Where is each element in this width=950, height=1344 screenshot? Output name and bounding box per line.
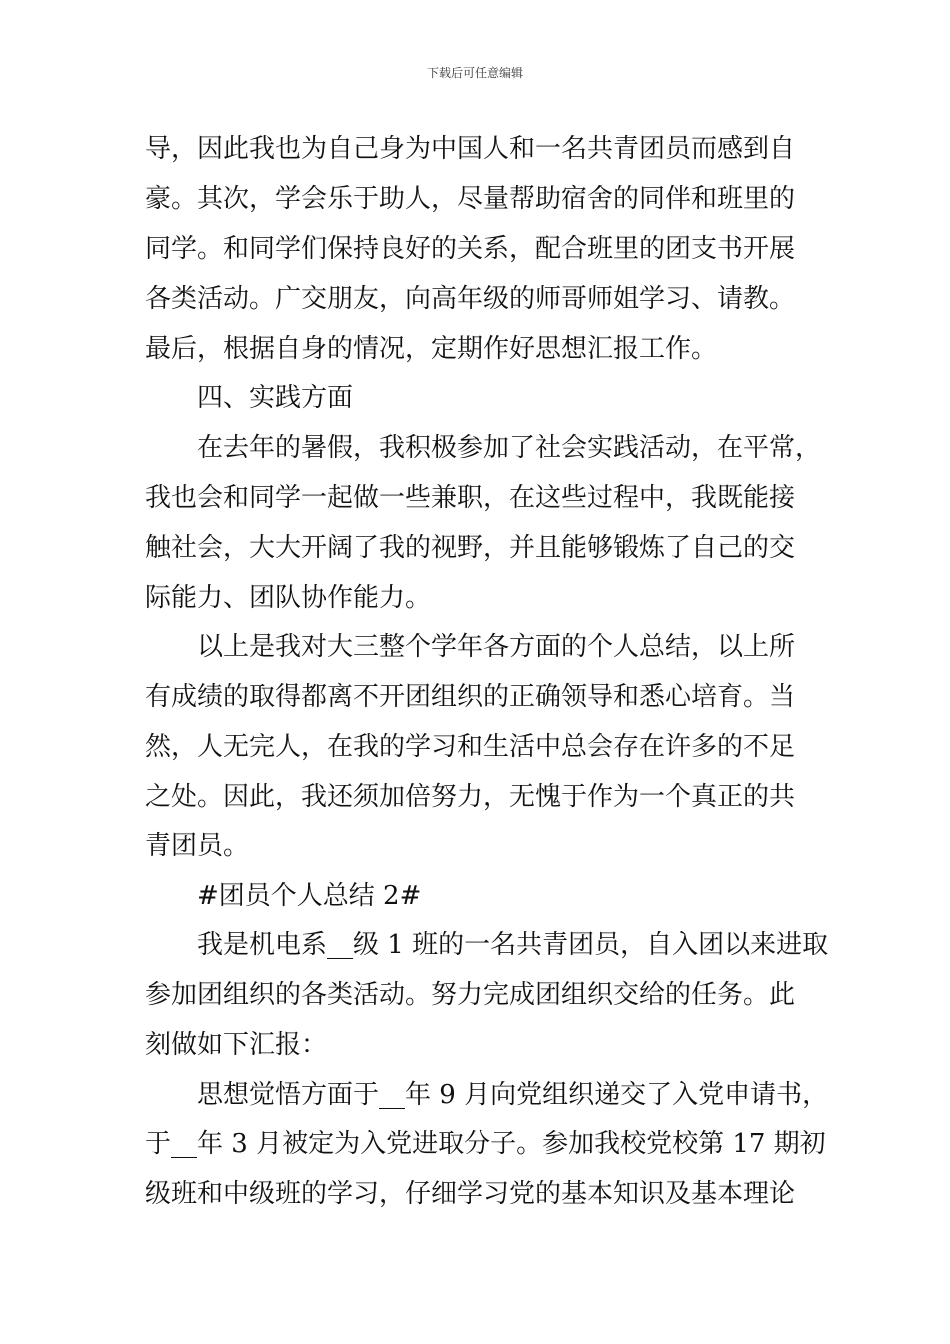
section-heading: #团员个人总结 2# — [197, 881, 422, 911]
text-line: 触社会，大大开阔了我的视野，并且能够锻炼了自己的交 — [145, 533, 796, 563]
text-line: 我也会和同学一起做一些兼职，在这些过程中，我既能接 — [145, 483, 796, 513]
text-line: 参加团组织的各类活动。努力完成团组织交给的任务。此 — [145, 980, 796, 1010]
text-line: 际能力、团队协作能力。 — [145, 583, 432, 613]
text-line: 于__年 3 月被定为入党进取分子。参加我校党校第 17 期初 — [145, 1129, 826, 1159]
text-line: 导，因此我也为自己身为中国人和一名共青团员而感到自 — [145, 134, 796, 164]
text-line: 豪。其次，学会乐于助人，尽量帮助宿舍的同伴和班里的 — [145, 184, 796, 214]
text-line: 各类活动。广交朋友，向高年级的师哥师姐学习、请教。 — [145, 284, 796, 314]
text-line: 青团员。 — [145, 831, 250, 861]
text-line: 我是机电系__级 1 班的一名共青团员，自入团以来进取 — [197, 930, 829, 960]
text-line: 最后，根据自身的情况，定期作好思想汇报工作。 — [145, 334, 718, 364]
section-heading: 四、实践方面 — [197, 383, 354, 413]
text-line: 级班和中级班的学习，仔细学习党的基本知识及基本理论 — [145, 1179, 796, 1209]
text-line: 思想觉悟方面于__年 9 月向党组织递交了入党申请书， — [197, 1080, 829, 1110]
text-line: 然，人无完人，在我的学习和生活中总会存在许多的不足 — [145, 732, 796, 762]
text-line: 在去年的暑假，我积极参加了社会实践活动，在平常， — [197, 433, 822, 463]
text-line: 以上是我对大三整个学年各方面的个人总结，以上所 — [197, 632, 796, 662]
page-header-note: 下载后可任意编辑 — [426, 66, 523, 80]
text-line: 刻做如下汇报： — [145, 1030, 328, 1060]
text-line: 有成绩的取得都离不开团组织的正确领导和悉心培育。当 — [145, 682, 796, 712]
text-line: 同学。和同学们保持良好的关系，配合班里的团支书开展 — [145, 234, 796, 264]
text-line: 之处。因此，我还须加倍努力，无愧于作为一个真正的共 — [145, 782, 796, 812]
